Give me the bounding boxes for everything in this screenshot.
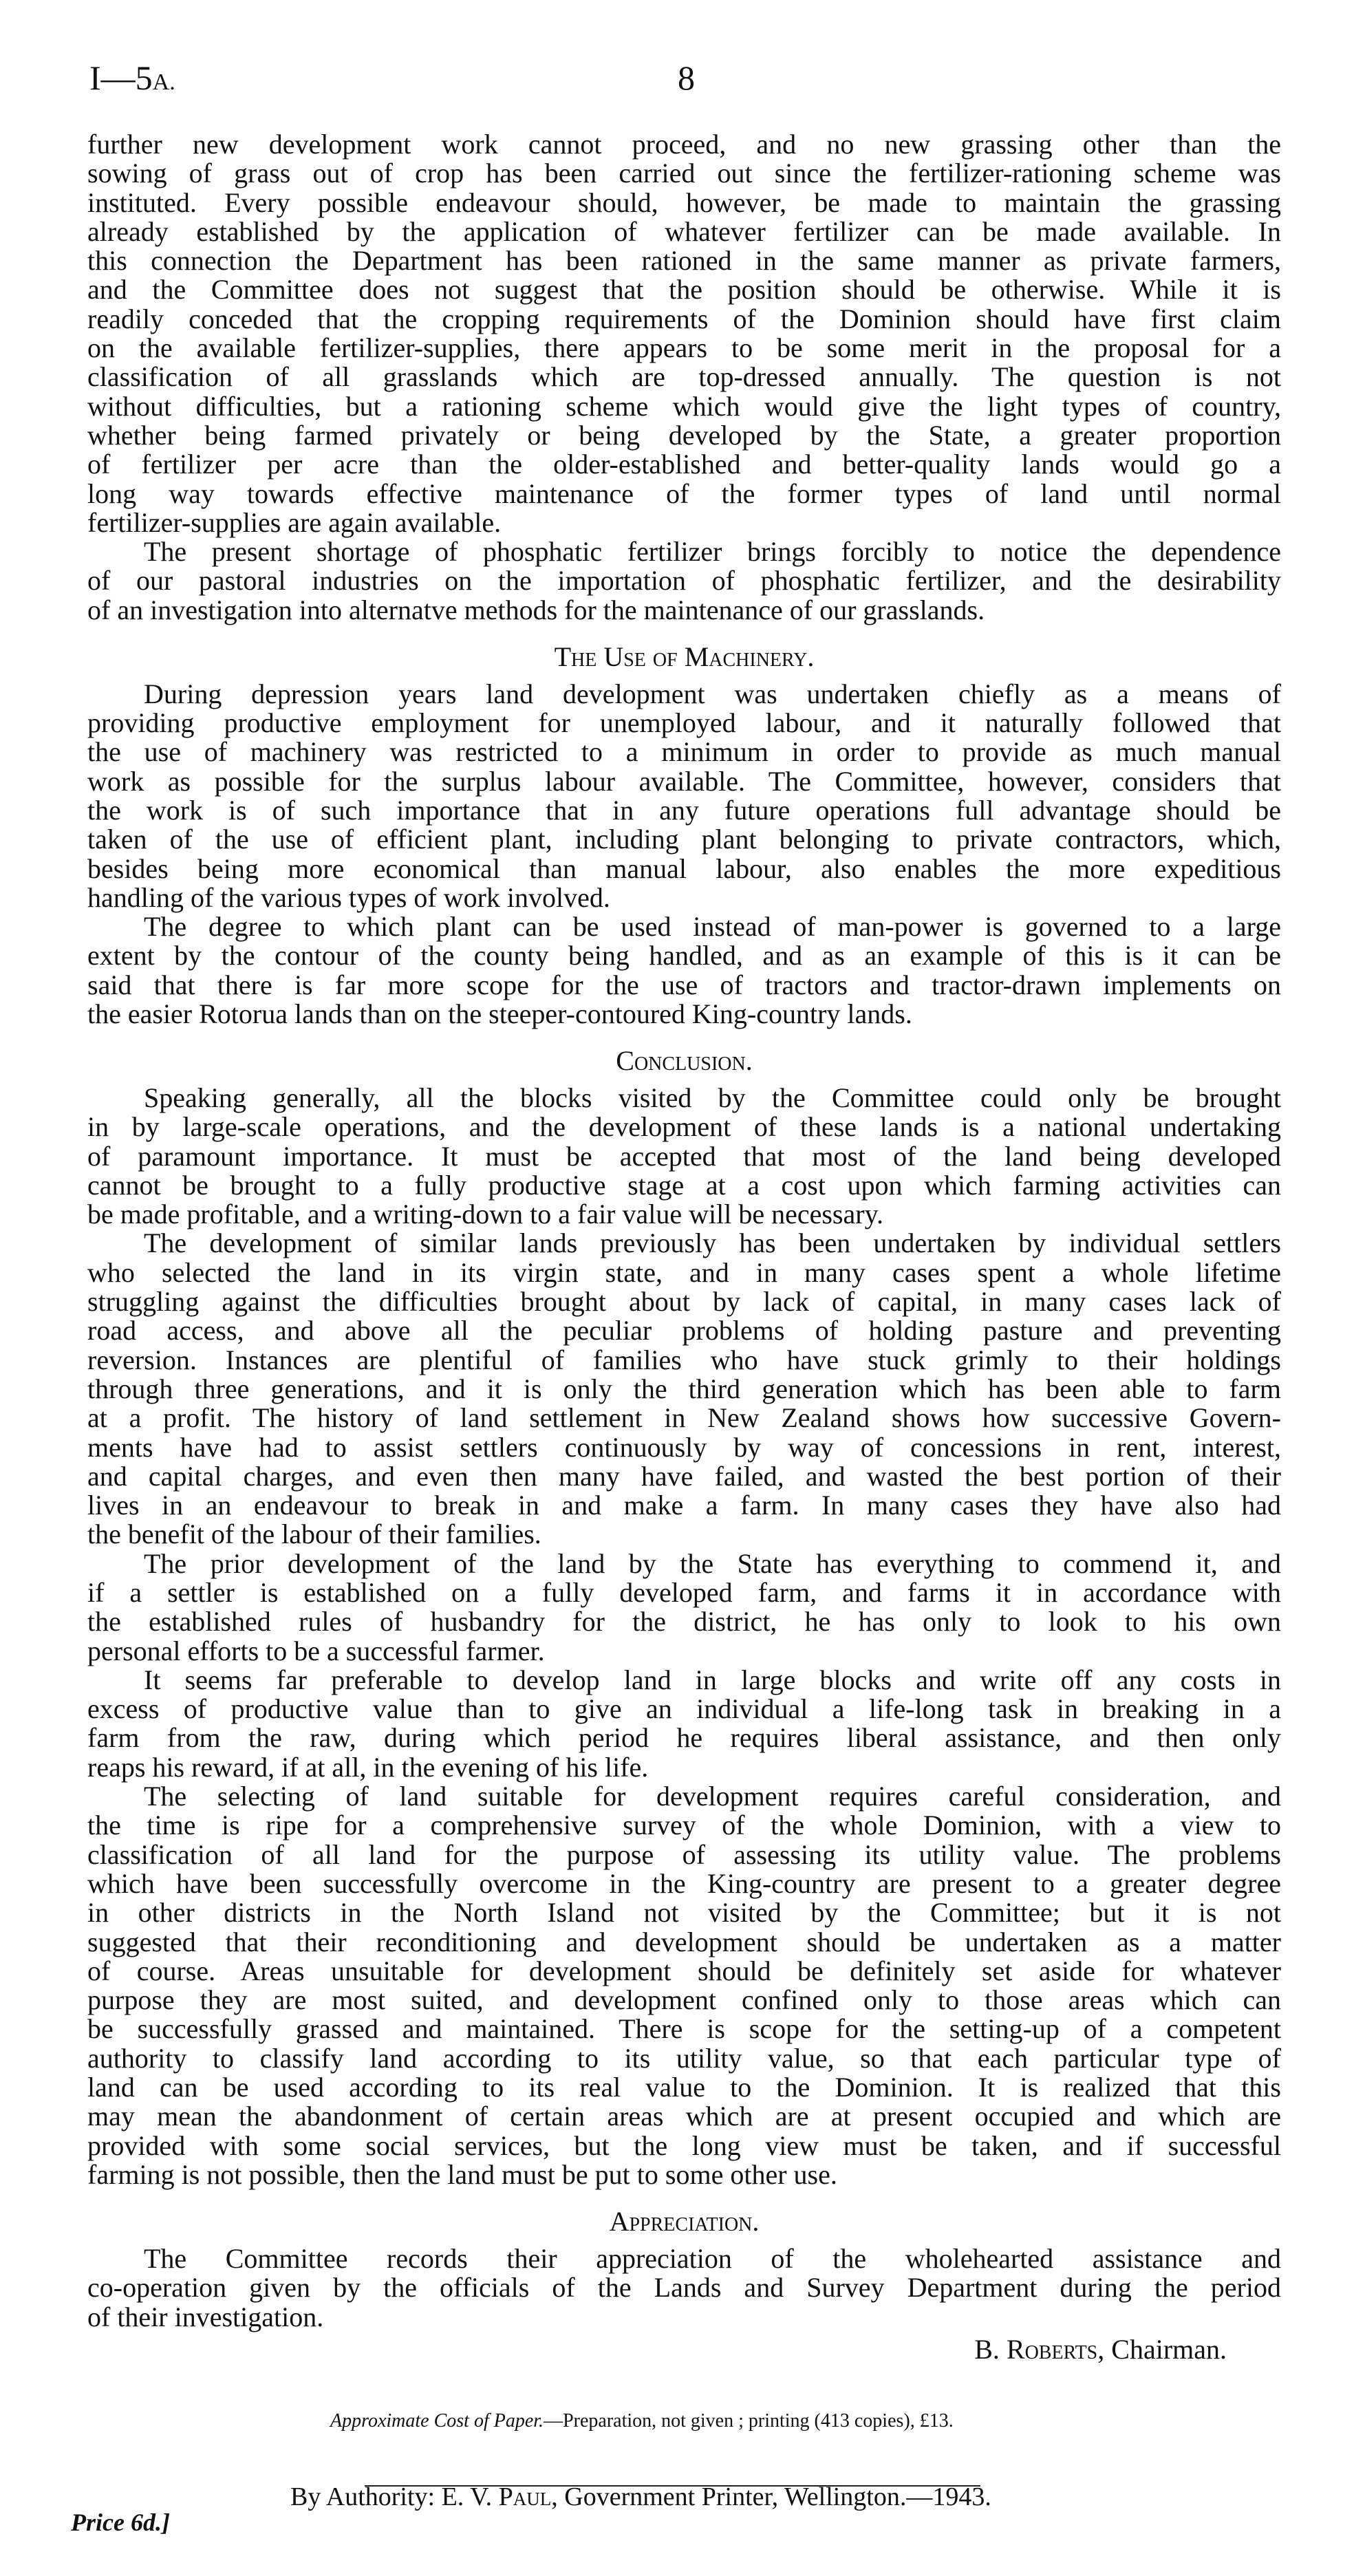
paragraph: [87, 537, 1281, 625]
text-line: this connection the Department has been rationed in the same manner as private farmers,: [87, 245, 1281, 277]
signature-title: Chairman.: [1111, 2333, 1227, 2365]
text-line: besides being more economical than manual labour, also enables the more expeditious: [87, 852, 1281, 884]
text-line: land can be used according to its real value to the Dominion. It is realized that this: [87, 2072, 1281, 2103]
text-line: The prior development of the land by the State has everything to commend it, and: [144, 1547, 1281, 1579]
text-line: The Committee records their appreciation of the wholehearted assistance and: [144, 2242, 1281, 2274]
text-line: The present shortage of phosphatic fertilizer brings forcibly to notice the dependence: [144, 536, 1281, 568]
text-line: providing productive employment for unemployed labour, and it naturally followed that: [87, 707, 1281, 739]
text-line: struggling against the difficulties brought about by lack of capital, in many cases lack of: [87, 1286, 1281, 1318]
text-line: through three generations, and it is only the third generation which has been able to farm: [87, 1373, 1281, 1404]
document-code: [89, 58, 175, 97]
text-line: ments have had to assist settlers continuously by way of concessions in rent, interest,: [87, 1431, 1281, 1463]
text-line: the time is ripe for a comprehensive survey of the whole Dominion, with a view to: [87, 1810, 1281, 1841]
signature-surname: Roberts: [1006, 2333, 1098, 2365]
text-line: which have been successfully overcome in the King-country are present to a greater degree: [87, 1867, 1281, 1899]
text-line: handling of the various types of work involved.: [87, 881, 610, 913]
text-line: of paramount importance. It must be accepted that most of the land being developed: [87, 1140, 1281, 1172]
text-line: During depression years land development was undertaken chiefly as a means of: [144, 678, 1281, 709]
text-line: excess of productive value than to give an individual a life-long task in breaking in a: [87, 1693, 1281, 1725]
paragraph: [87, 130, 1281, 537]
text-line: at a profit. The history of land settlement in New Zealand shows how successive Govern-: [87, 1402, 1281, 1434]
text-line: suggested that their reconditioning and development should be undertaken as a matter: [87, 1926, 1281, 1957]
document-code-suffix: A.: [152, 69, 175, 95]
text-line: of their investigation.: [87, 2301, 324, 2332]
text-line: co-operation given by the officials of the Lands and Survey Department during the period: [87, 2272, 1281, 2304]
paragraph: [87, 2244, 1281, 2332]
paragraph: [87, 680, 1281, 912]
text-line: taken of the use of efficient plant, including plant belonging to private contractors, which,: [87, 824, 1281, 855]
text-line: of an investigation into alternatve methods for the maintenance of our grasslands.: [87, 594, 985, 625]
text-line: in by large-scale operations, and the development of these lands is a national undertaking: [87, 1111, 1281, 1143]
paragraph: [87, 1666, 1281, 1782]
text-line: further new development work cannot proceed, and no new grassing other than the: [87, 129, 1281, 160]
section-heading: Appreciation.: [609, 2205, 760, 2237]
text-line: sowing of grass out of crop has been carried out since the fertilizer-rationing scheme was: [87, 158, 1281, 189]
printer-name: Paul: [498, 2482, 552, 2511]
text-line: the benefit of the labour of their families.: [87, 1518, 541, 1550]
text-line: said that there is far more scope for the use of tractors and tractor-drawn implements on: [87, 969, 1281, 1000]
text-line: in other districts in the North Island not visited by the Committee; but it is not: [87, 1897, 1281, 1929]
text-line: instituted. Every possible endeavour should, however, be made to maintain the grassing: [87, 186, 1281, 218]
text-line: the work is of such importance that in any future operations full advantage should be: [87, 794, 1281, 826]
text-line: The development of similar lands previously has been undertaken by individual settlers: [144, 1227, 1281, 1259]
text-line: of course. Areas unsuitable for development should be definitely set aside for whatever: [87, 1955, 1281, 1986]
text-blocks: [87, 130, 1281, 2332]
text-line: farm from the raw, during which period he requires liberal assistance, and then only: [87, 1722, 1281, 1754]
printer-authority: [290, 2484, 991, 2510]
text-line: work as possible for the surplus labour available. The Committee, however, considers that: [87, 765, 1281, 797]
cost-text: —Preparation, not given ; printing (413 copies), £13.: [544, 2410, 954, 2432]
text-line: The selecting of land suitable for development requires careful consideration, and: [144, 1781, 1281, 1812]
text-line: be successfully grassed and maintained. There is scope for the setting-up of a competent: [87, 2013, 1281, 2045]
text-line: the use of machinery was restricted to a minimum in order to provide as much manual: [87, 736, 1281, 768]
text-line: farming is not possible, then the land must be put to some other use.: [87, 2158, 837, 2190]
document-body: [87, 130, 1281, 2364]
text-line: of our pastoral industries on the importation of phosphatic fertilizer, and the desirability: [87, 565, 1281, 597]
signature: B. Roberts, Chairman.: [974, 2333, 1227, 2365]
price-label: Price 6d.]: [71, 2509, 170, 2536]
text-line: if a settler is established on a fully developed farm, and farms it in accordance with: [87, 1577, 1281, 1608]
signature-initial: B.: [974, 2333, 1000, 2365]
text-line: who selected the land in its virgin state, and in many cases spent a whole lifetime: [87, 1256, 1281, 1288]
text-line: Speaking generally, all the blocks visited by the Committee could only be brought: [144, 1082, 1281, 1113]
section-heading: Conclusion.: [616, 1044, 753, 1076]
text-line: and the Committee does not suggest that the position should be otherwise. While it is: [87, 274, 1281, 305]
text-line: classification of all grasslands which are top-dressed annually. The question is not: [87, 361, 1281, 393]
paragraph: [87, 1782, 1281, 2189]
text-line: authority to classify land according to its utility value, so that each particular type of: [87, 2042, 1281, 2074]
text-line: and capital charges, and even then many have failed, and wasted the best portion of their: [87, 1460, 1281, 1492]
text-line: personal efforts to be a successful farmer.: [87, 1635, 545, 1666]
text-line: the easier Rotorua lands than on the steeper-contoured King-country lands.: [87, 998, 912, 1029]
text-line: It seems far preferable to develop land in large blocks and write off any costs in: [144, 1664, 1281, 1695]
text-line: be made profitable, and a writing-down to a fair value will be necessary.: [87, 1199, 883, 1230]
text-line: whether being farmed privately or being developed by the State, a greater proportion: [87, 419, 1281, 451]
paragraph: [87, 1549, 1281, 1666]
paragraph: [87, 912, 1281, 1029]
text-line: on the available fertilizer-supplies, there appears to be some merit in the proposal for a: [87, 332, 1281, 364]
authority-prefix: By Authority: E. V.: [290, 2482, 499, 2511]
text-line: purpose they are most suited, and development confined only to those areas which can: [87, 1984, 1281, 2016]
cost-of-paper-note: [330, 2412, 954, 2431]
text-line: of fertilizer per acre than the older-established and better-quality lands would go a: [87, 449, 1281, 480]
text-line: already established by the application of whatever fertilizer can be made available. In: [87, 215, 1281, 247]
cost-label: Approximate Cost of Paper.: [330, 2410, 544, 2432]
text-line: the established rules of husbandry for the district, he has only to look to his own: [87, 1606, 1281, 1638]
text-line: long way towards effective maintenance of the former types of land until normal: [87, 477, 1281, 509]
page-number: 8: [678, 58, 695, 97]
text-line: extent by the contour of the county being handled, and as an example of this is it can be: [87, 940, 1281, 972]
text-line: readily conceded that the cropping requirements of the Dominion should have first claim: [87, 303, 1281, 334]
text-line: may mean the abandonment of certain areas which are at present occupied and which are: [87, 2101, 1281, 2132]
text-line: reversion. Instances are plentiful of families who have stuck grimly to their holdings: [87, 1344, 1281, 1375]
text-line: lives in an endeavour to break in and make a farm. In many cases they have also had: [87, 1490, 1281, 1521]
authority-suffix: , Government Printer, Wellington.—1943.: [551, 2482, 991, 2511]
paragraph: [87, 1084, 1281, 1229]
text-line: cannot be brought to a fully productive stage at a cost upon which farming activities can: [87, 1169, 1281, 1201]
text-line: classification of all land for the purpose of assessing its utility value. The problems: [87, 1838, 1281, 1870]
text-line: fertilizer-supplies are again available.: [87, 506, 502, 538]
text-line: provided with some social services, but the long view must be taken, and if successful: [87, 2129, 1281, 2161]
text-line: without difficulties, but a rationing scheme which would give the light types of country,: [87, 390, 1281, 422]
text-line: reaps his reward, if at all, in the evening of his life.: [87, 1751, 649, 1783]
text-line: The degree to which plant can be used instead of man-power is governed to a large: [144, 911, 1281, 943]
text-line: road access, and above all the peculiar problems of holding pasture and preventing: [87, 1315, 1281, 1346]
paragraph: [87, 1229, 1281, 1549]
section-heading: The Use of Machinery.: [554, 641, 815, 672]
document-code-main: I—5: [89, 58, 153, 97]
